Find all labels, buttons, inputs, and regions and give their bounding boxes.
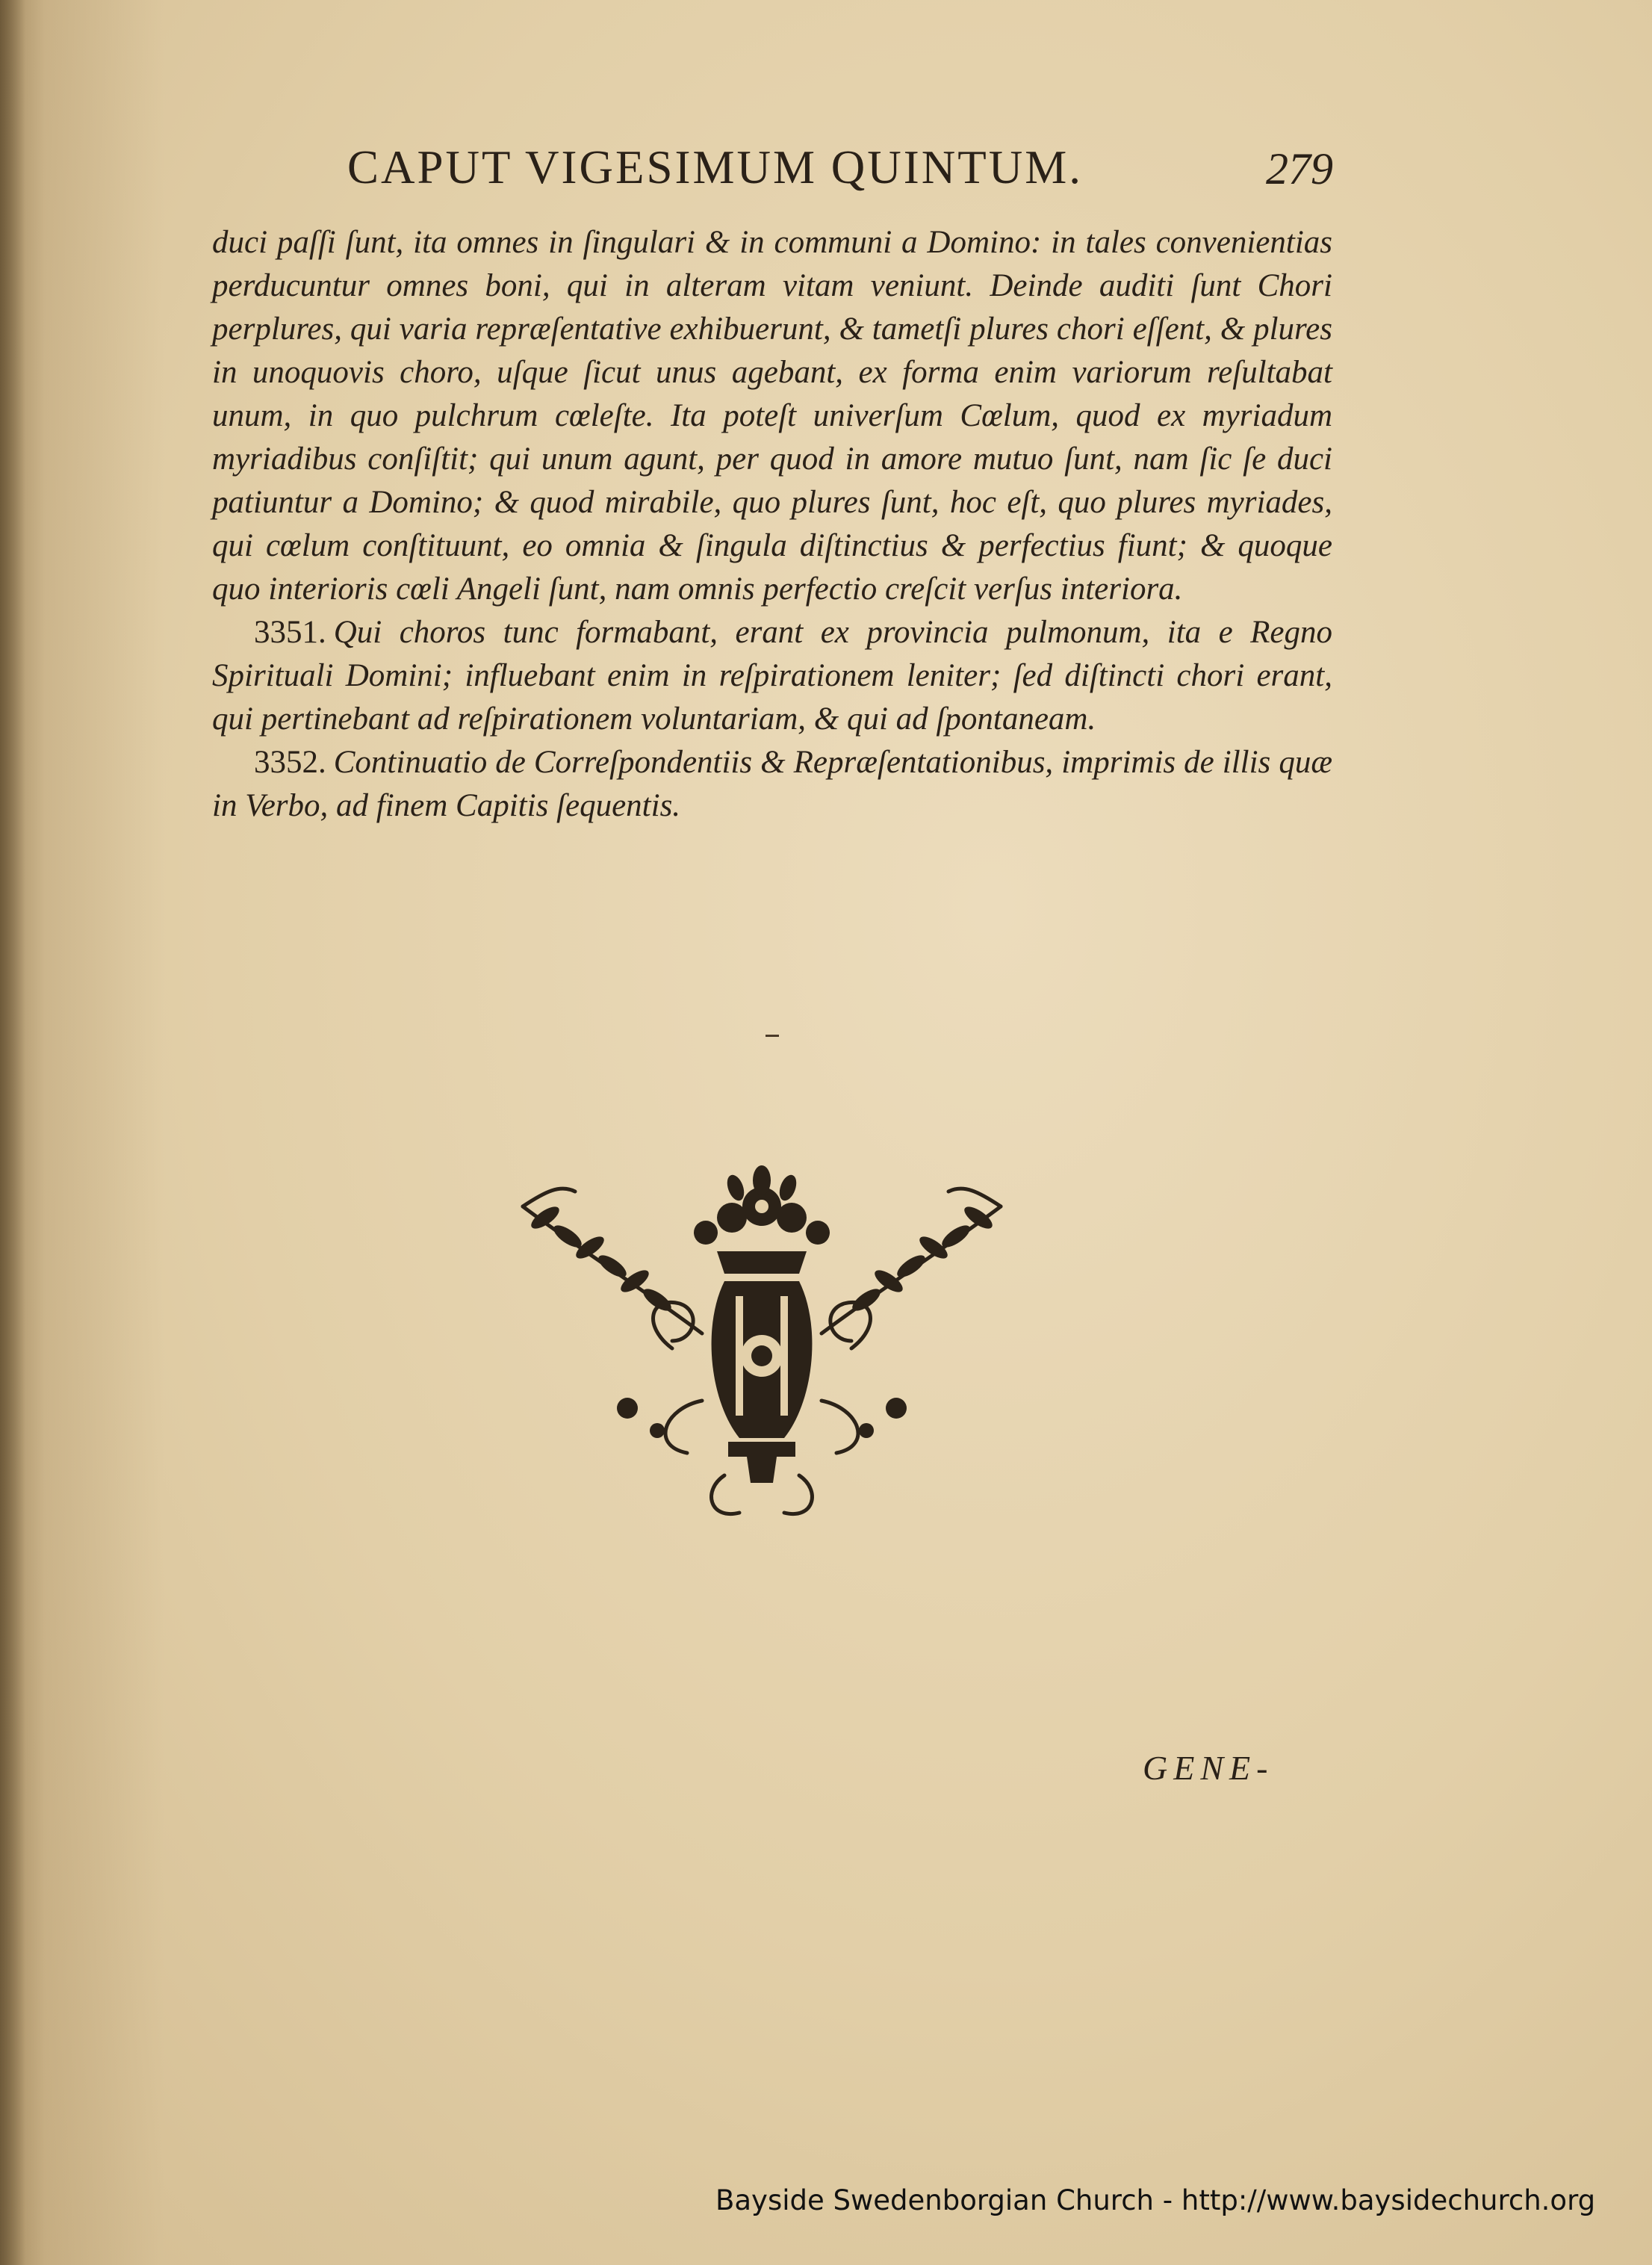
paragraph-text: Qui choros tunc formabant, erant ex provincia pulmonum, ita e Regno Spirituali Domini; influebant enim in reſpirationem leniter; ſed diſtincti chori erant, qui pertinebant ad reſpirationem voluntariam, & qui ad ſpontaneam. (212, 615, 1332, 737)
watermark-caption: Bayside Swedenborgian Church - http://www.baysidechurch.org (715, 2184, 1596, 2216)
paragraph-continuation (212, 221, 1332, 611)
catchword: GENE- (1143, 1749, 1274, 1787)
spine-shadow (0, 0, 25, 2265)
paragraph-number: 3351. (254, 615, 326, 650)
paragraph-number: 3352. (254, 745, 326, 780)
paragraph-3351 (212, 611, 1332, 741)
paragraph-text: Continuatio de Correſpondentiis & Repræſentationibus, imprimis de illis quæ in Verbo, ad finem Capitis ſequentis. (212, 745, 1332, 823)
paragraph-3352 (212, 741, 1332, 828)
body-text (212, 221, 1332, 828)
running-title: CAPUT VIGESIMUM QUINTUM. (347, 141, 1083, 193)
page-header (347, 133, 1333, 215)
page-number: 279 (1266, 144, 1333, 193)
paragraph-text: duci paſſi ſunt, ita omnes in ſingulari & in communi a Domino: in tales convenientias perducuntur omnes boni, qui in alteram vitam veniunt. Deinde auditi ſunt Chori perplures, qui varia repræſentative exhibuerunt, & tametſi plures chori eſſent, & plures in unoquovis choro, uſque ſicut unus agebant, ex forma enim variorum reſultabat unum, in quo pulchrum cœleſte. Ita poteſt univerſum Cœlum, quod ex myriadum myriadibus conſiſtit; qui unum agunt, per quod in amore mutuo ſunt, nam ſic ſe duci patiuntur a Domino; & quod mirabile, quo plures ſunt, hoc eſt, quo plures myriades, qui cœlum conſtituunt, eo omnia & ſingula diſtinctius & perfectius fiunt; & quoque quo interioris cœli Angeli ſunt, nam omnis perfectio creſcit verſus interiora. (212, 225, 1332, 607)
printer-mark (766, 1035, 779, 1037)
floral-urn-ornament-icon (478, 1162, 1046, 1535)
